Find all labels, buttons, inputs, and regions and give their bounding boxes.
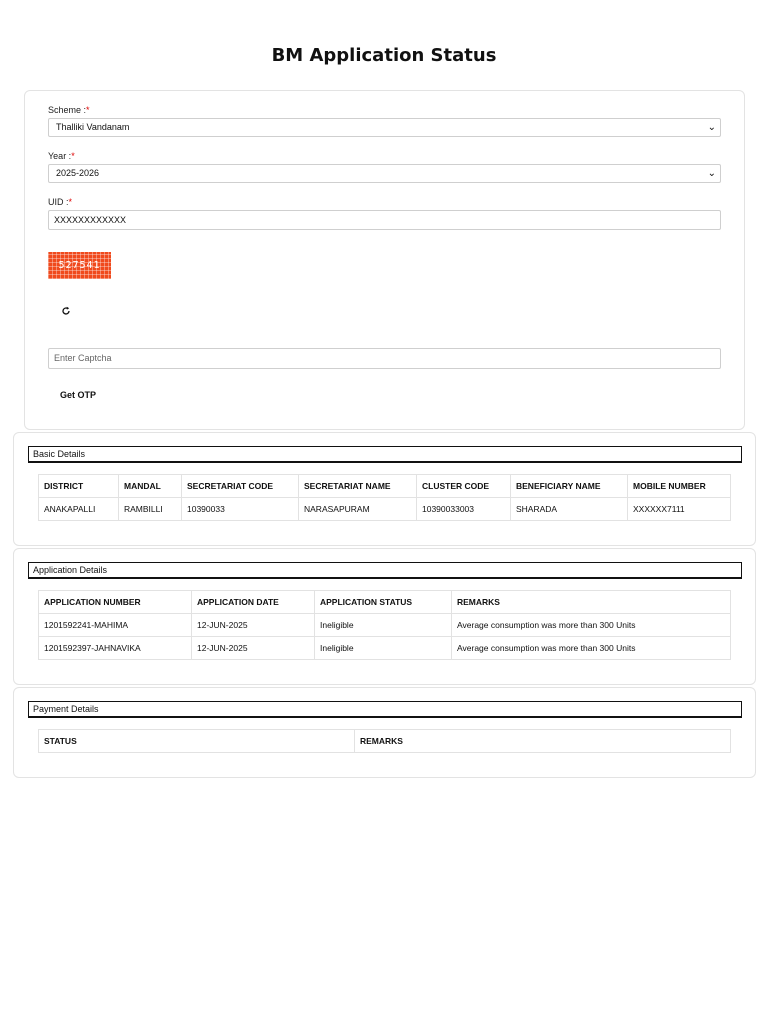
chevron-down-icon: ⌄ [707,122,716,133]
captcha-image: 527541 [48,252,111,279]
scheme-select-value: Thalliki Vandanam [56,122,130,132]
payment-details-table [38,729,731,753]
table-cell: SHARADA [511,498,628,521]
application-details-table [38,590,731,660]
get-otp-button[interactable]: Get OTP [48,386,108,404]
table-cell: ANAKAPALLI [39,498,119,521]
column-header: MOBILE NUMBER [628,475,731,498]
year-select-value: 2025-2026 [56,168,100,178]
table-cell: RAMBILLI [119,498,182,521]
column-header: SECRETARIAT NAME [299,475,417,498]
table-cell: Average consumption was more than 300 Units [452,614,731,637]
column-header: APPLICATION NUMBER [39,591,192,614]
table-cell: 1201592397-JAHNAVIKA [39,637,192,660]
table-row [39,614,731,637]
table-cell: Ineligible [315,614,452,637]
column-header: STATUS [39,730,355,753]
column-header: MANDAL [119,475,182,498]
required-mark: * [68,197,73,207]
required-mark: * [86,105,90,115]
table-header-row [39,591,731,614]
chevron-down-icon: ⌄ [707,168,716,179]
year-select[interactable] [48,164,721,183]
scheme-label [48,105,90,115]
table-cell: NARASAPURAM [299,498,417,521]
table-cell: 12-JUN-2025 [192,614,315,637]
column-header: REMARKS [355,730,731,753]
required-mark: * [71,151,75,161]
application-details-heading: Application Details [28,562,742,579]
search-form [24,90,745,430]
basic-details-heading: Basic Details [28,446,742,463]
captcha-input[interactable]: Enter Captcha [48,348,721,369]
basic-details-table [38,474,731,521]
column-header: REMARKS [452,591,731,614]
basic-details-section [13,432,756,546]
table-cell: XXXXXX7111 [628,498,731,521]
table-header-row [39,730,731,753]
table-cell: 10390033 [182,498,299,521]
column-header: CLUSTER CODE [417,475,511,498]
table-row [39,498,731,521]
refresh-icon[interactable] [61,306,71,316]
page-title: BM Application Status [271,45,497,66]
table-row [39,637,731,660]
column-header: APPLICATION STATUS [315,591,452,614]
uid-label-text: UID : [48,197,69,207]
column-header: DISTRICT [39,475,119,498]
column-header: SECRETARIAT CODE [182,475,299,498]
table-cell: 1201592241-MAHIMA [39,614,192,637]
year-label-text: Year : [48,151,72,161]
uid-label [48,197,72,207]
uid-input[interactable]: XXXXXXXXXXXX [48,210,721,230]
payment-details-section [13,687,756,778]
table-cell: Ineligible [315,637,452,660]
table-cell: 10390033003 [417,498,511,521]
table-cell: Average consumption was more than 300 Units [452,637,731,660]
application-details-section [13,548,756,685]
payment-details-heading: Payment Details [28,701,742,718]
scheme-select[interactable] [48,118,721,137]
column-header: BENEFICIARY NAME [511,475,628,498]
year-label [48,151,75,161]
scheme-label-text: Scheme : [48,105,87,115]
table-cell: 12-JUN-2025 [192,637,315,660]
table-header-row [39,475,731,498]
column-header: APPLICATION DATE [192,591,315,614]
